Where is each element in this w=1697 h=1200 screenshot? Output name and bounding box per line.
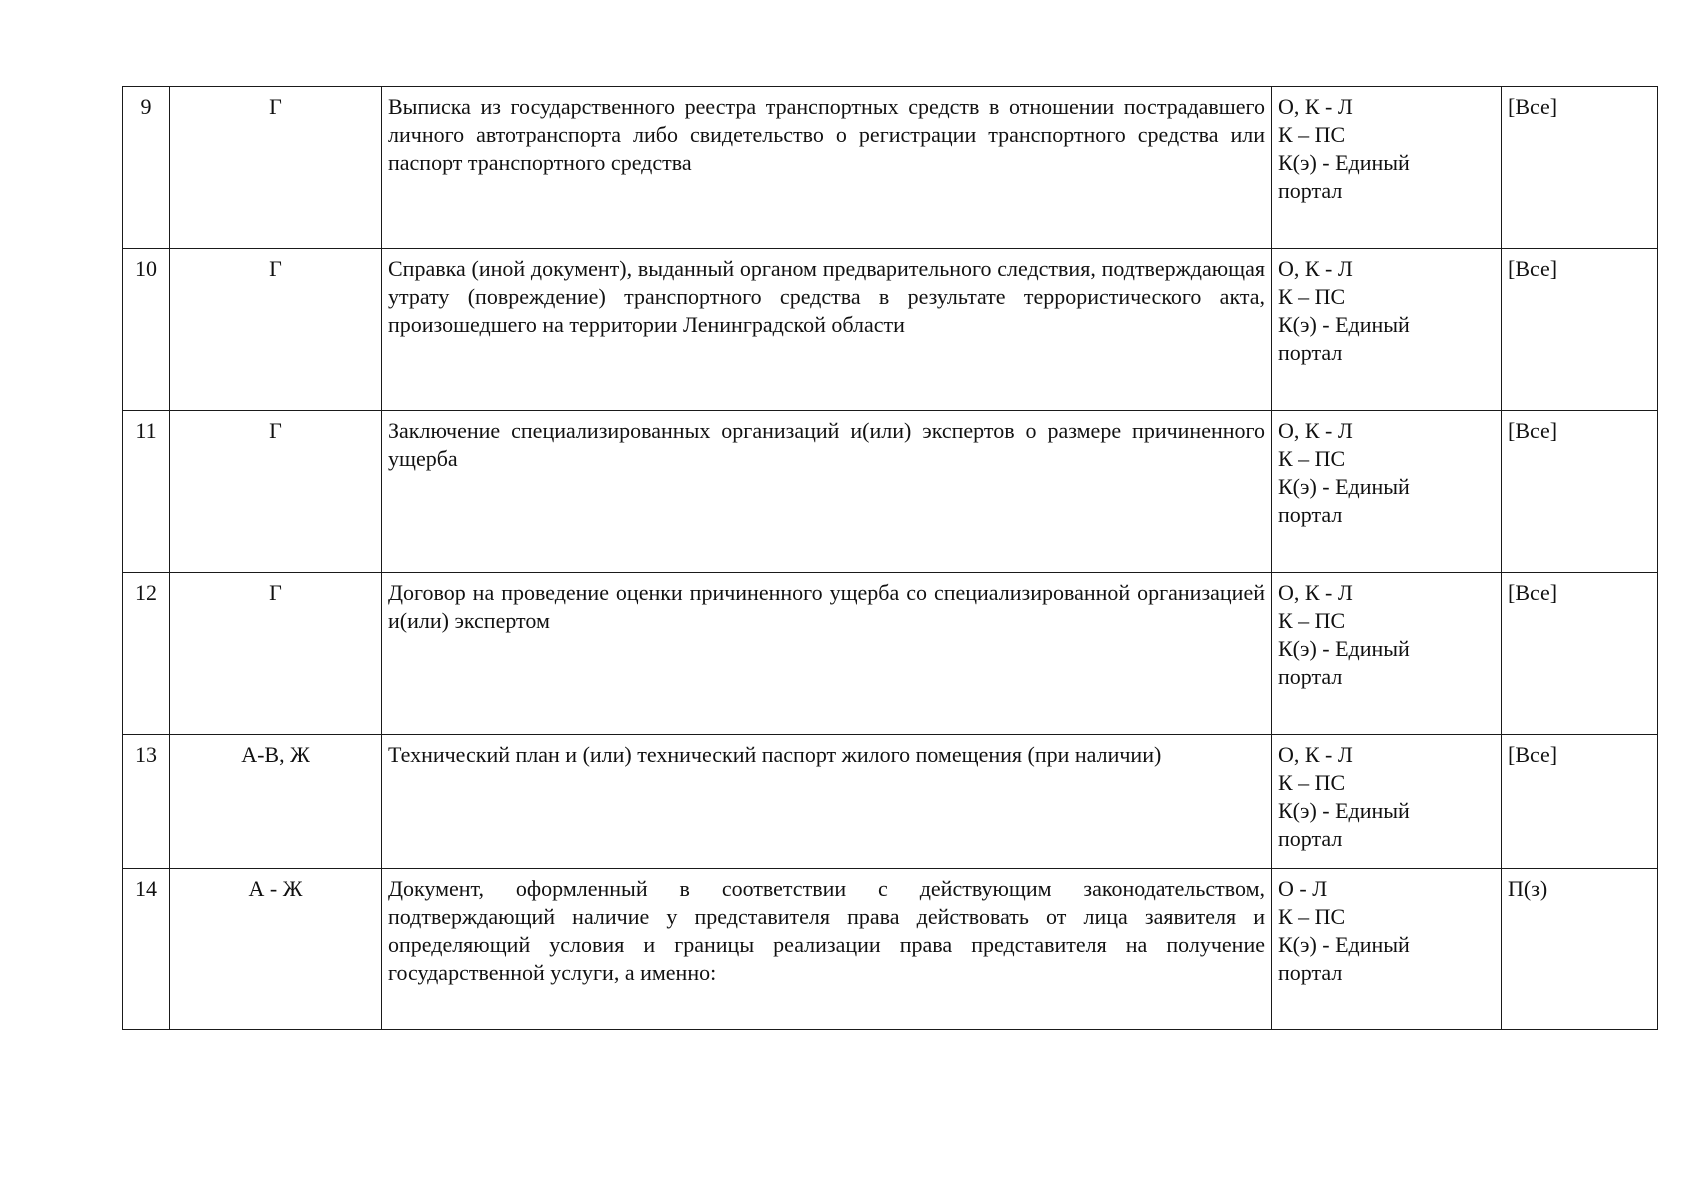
- row-source-line: К(э) - Единый: [1278, 798, 1410, 823]
- row-category: Г: [170, 573, 382, 735]
- row-category: А-В, Ж: [170, 735, 382, 869]
- row-document: [382, 249, 1272, 411]
- row-source-line: К(э) - Единый: [1278, 636, 1410, 661]
- row-applicability: [Все]: [1502, 573, 1658, 735]
- row-number: 9: [123, 87, 170, 249]
- row-number: 11: [123, 411, 170, 573]
- row-source-line: портал: [1278, 340, 1343, 365]
- row-document-text: Договор на проведение оценки причиненного ущерба со специализированной организацией и(или) экспертом: [388, 580, 1265, 633]
- row-source-line: К – ПС: [1278, 284, 1346, 309]
- table-row: [123, 573, 1658, 735]
- row-document: [382, 735, 1272, 869]
- row-source-line: К – ПС: [1278, 122, 1346, 147]
- row-applicability: [Все]: [1502, 87, 1658, 249]
- table-row: [123, 249, 1658, 411]
- row-applicability: П(з): [1502, 869, 1658, 1030]
- row-source-line: портал: [1278, 502, 1343, 527]
- row-source-line: О, К - Л: [1278, 580, 1353, 605]
- row-source-line: портал: [1278, 178, 1343, 203]
- row-document: [382, 87, 1272, 249]
- row-document: [382, 869, 1272, 1030]
- row-source-line: К – ПС: [1278, 904, 1346, 929]
- row-source: [1272, 735, 1502, 869]
- row-category: Г: [170, 249, 382, 411]
- row-source-line: К(э) - Единый: [1278, 474, 1410, 499]
- row-number: 10: [123, 249, 170, 411]
- row-applicability: [Все]: [1502, 735, 1658, 869]
- row-document-text: Выписка из государственного реестра транспортных средств в отношении пострадавшего личного автотранспорта либо свидетельство о регистрации транспортного средства или паспорт транспортного средства: [388, 94, 1265, 175]
- row-source-line: О, К - Л: [1278, 94, 1353, 119]
- table-row: [123, 87, 1658, 249]
- row-applicability: [Все]: [1502, 411, 1658, 573]
- row-source: [1272, 411, 1502, 573]
- row-number: 12: [123, 573, 170, 735]
- row-source: [1272, 87, 1502, 249]
- row-source-line: О, К - Л: [1278, 256, 1353, 281]
- table-row: [123, 411, 1658, 573]
- row-source-line: портал: [1278, 826, 1343, 851]
- row-source-line: К(э) - Единый: [1278, 150, 1410, 175]
- row-document-text: Документ, оформленный в соответствии с действующим законодательством, подтверждающий наличие у представителя права действовать от лица заявителя и определяющий условия и границы реализации права представителя на получение государственной услуги, а именно:: [388, 876, 1265, 985]
- table-row: [123, 869, 1658, 1030]
- row-source-line: портал: [1278, 960, 1343, 985]
- row-document-text: Справка (иной документ), выданный органом предварительного следствия, подтверждающая утрату (повреждение) транспортного средства в результате террористического акта, произошедшего на территории Ленинградской области: [388, 256, 1265, 337]
- row-document: [382, 411, 1272, 573]
- row-number: 13: [123, 735, 170, 869]
- row-document-text: Технический план и (или) технический паспорт жилого помещения (при наличии): [388, 742, 1162, 767]
- documents-table: [122, 86, 1658, 1030]
- row-source-line: К – ПС: [1278, 608, 1346, 633]
- row-category: Г: [170, 87, 382, 249]
- row-source-line: К(э) - Единый: [1278, 312, 1410, 337]
- row-source-line: К – ПС: [1278, 770, 1346, 795]
- row-source-line: О, К - Л: [1278, 742, 1353, 767]
- row-source: [1272, 249, 1502, 411]
- row-document: [382, 573, 1272, 735]
- row-document-text: Заключение специализированных организаций и(или) экспертов о размере причиненного ущерба: [388, 418, 1265, 471]
- row-category: А - Ж: [170, 869, 382, 1030]
- table-row: [123, 735, 1658, 869]
- row-source-line: портал: [1278, 664, 1343, 689]
- row-source-line: О, К - Л: [1278, 418, 1353, 443]
- row-source: [1272, 869, 1502, 1030]
- row-source-line: К – ПС: [1278, 446, 1346, 471]
- row-source-line: О - Л: [1278, 876, 1328, 901]
- row-applicability: [Все]: [1502, 249, 1658, 411]
- row-category: Г: [170, 411, 382, 573]
- row-source: [1272, 573, 1502, 735]
- row-number: 14: [123, 869, 170, 1030]
- row-source-line: К(э) - Единый: [1278, 932, 1410, 957]
